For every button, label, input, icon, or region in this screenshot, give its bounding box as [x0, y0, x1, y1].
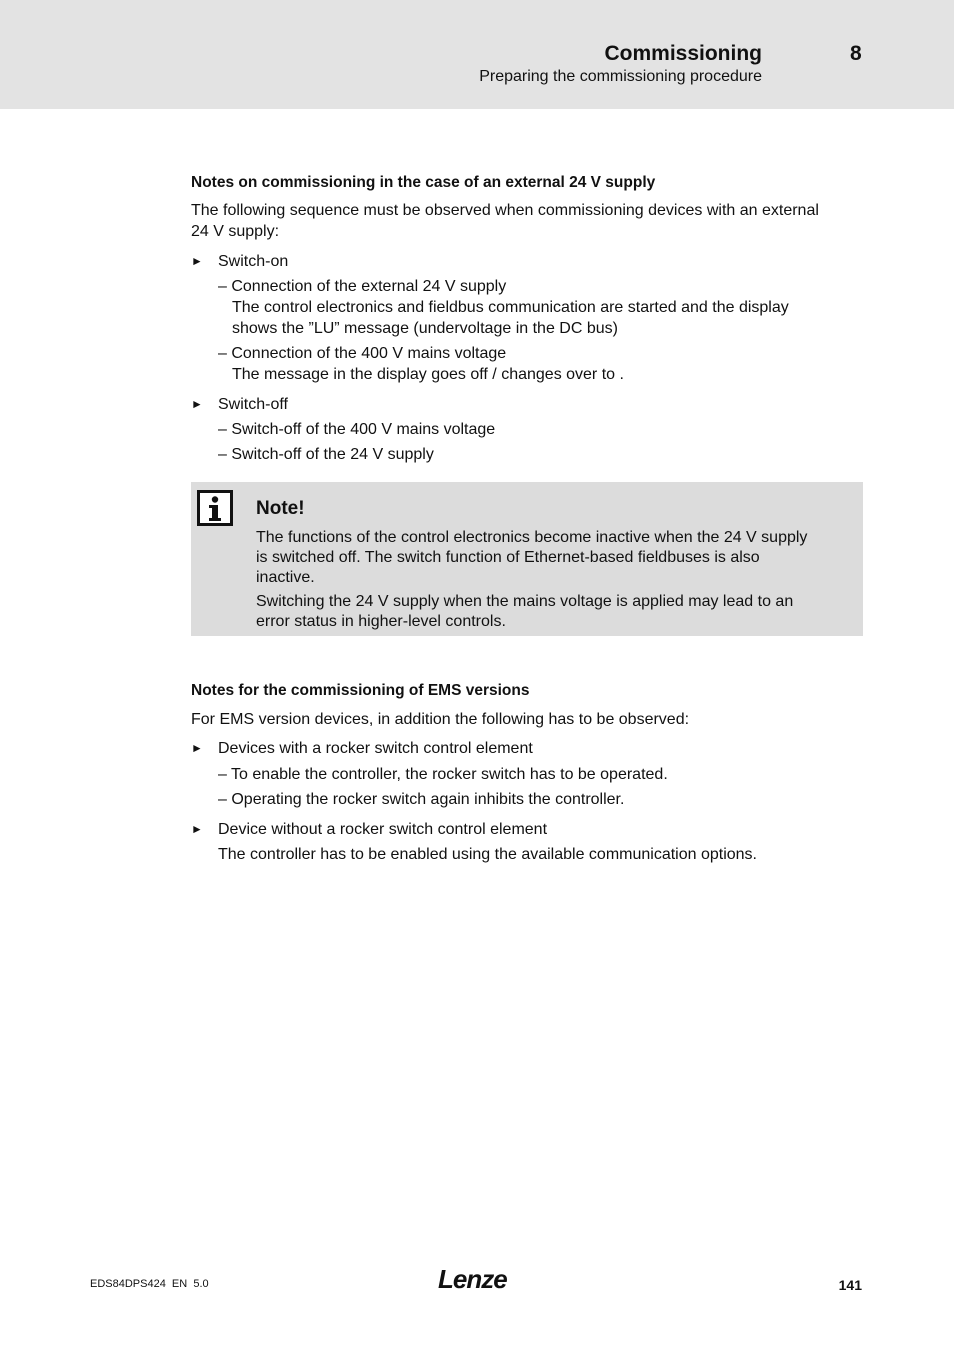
document-id: EDS84DPS424 EN 5.0	[90, 1278, 209, 1290]
lenze-logo	[438, 1264, 514, 1294]
list-item: – Connection of the external 24 V supply	[218, 278, 507, 295]
list-item-detail: The controller has to be enabled using the available communication options.	[218, 846, 757, 863]
bullet-label: Devices with a rocker switch control element	[218, 740, 533, 757]
note-paragraph	[256, 592, 856, 632]
bullet-label: Switch-off	[218, 396, 288, 413]
intro-text: The following sequence must be observed when commissioning devices with an external	[191, 202, 819, 219]
section-heading: Notes for the commissioning of EMS versions	[191, 682, 530, 699]
note-line: is switched off. The switch function of Ethernet-based fieldbuses is also	[256, 549, 760, 566]
list-item: – To enable the controller, the rocker switch has to be operated.	[218, 766, 668, 783]
note-paragraph	[256, 528, 856, 588]
bullet-label: Switch-on	[218, 253, 289, 270]
bullet-arrow-icon: ►	[191, 254, 203, 268]
list-item: – Operating the rocker switch again inhibits the controller.	[218, 791, 625, 808]
chapter-title: Commissioning	[604, 42, 762, 65]
list-item-detail: The control electronics and fieldbus communication are started and the display	[232, 299, 789, 316]
page-header	[0, 0, 954, 109]
chapter-number: 8	[850, 42, 862, 65]
list-item: – Switch-off of the 24 V supply	[218, 446, 434, 463]
logo-text: Lenze	[438, 1264, 507, 1294]
bullet-arrow-icon: ►	[191, 397, 203, 411]
list-item-detail: The message in the display goes off / changes over to .	[232, 366, 624, 383]
list-item-detail: shows the ”LU” message (undervoltage in the DC bus)	[232, 320, 618, 337]
note-line: Switching the 24 V supply when the mains voltage is applied may lead to an	[256, 593, 794, 610]
bullet-label: Device without a rocker switch control element	[218, 821, 548, 838]
note-box	[191, 482, 863, 636]
section-heading: Notes on commissioning in the case of an external 24 V supply	[191, 174, 656, 191]
section-subtitle: Preparing the commissioning procedure	[479, 68, 762, 85]
intro-text: For EMS version devices, in addition the following has to be observed:	[191, 711, 690, 728]
info-icon	[197, 490, 233, 526]
intro-text: 24 V supply:	[191, 223, 280, 240]
note-title: Note!	[256, 498, 305, 519]
bullet-arrow-icon: ►	[191, 822, 203, 836]
note-line: inactive.	[256, 569, 315, 586]
list-item: – Switch-off of the 400 V mains voltage	[218, 421, 496, 438]
note-line: The functions of the control electronics become inactive when the 24 V supply	[256, 529, 808, 546]
list-item: – Connection of the 400 V mains voltage	[218, 345, 507, 362]
bullet-arrow-icon: ►	[191, 741, 203, 755]
note-line: error status in higher-level controls.	[256, 613, 506, 630]
page-number: 141	[838, 1277, 862, 1293]
